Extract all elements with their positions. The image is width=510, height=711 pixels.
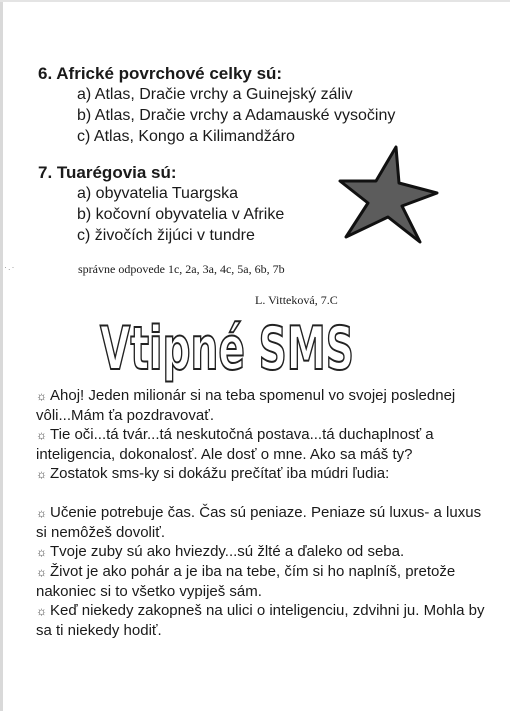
question-6 xyxy=(38,64,395,147)
sms-list xyxy=(36,386,496,640)
sun-icon: ☼ xyxy=(36,604,47,618)
question-6-option-c: c) Atlas, Kongo a Kilimandžáro xyxy=(77,128,295,145)
sms-item xyxy=(36,503,496,542)
sun-icon: ☼ xyxy=(36,565,47,579)
question-7 xyxy=(38,163,284,246)
question-7-options xyxy=(38,183,284,246)
sms-text: Tie oči...tá tvár...tá neskutočná postava...tá duchaplnosť a inteligencia, dokonalosť. Ale dosť o mne. Ako sa máš ty? xyxy=(36,426,434,463)
answers-line: správne odpovede 1c, 2a, 3a, 4c, 5a, 6b, 7b xyxy=(78,262,285,276)
sms-item xyxy=(36,562,496,601)
sms-section-title xyxy=(96,314,358,384)
question-6-option-a: a) Atlas, Dračie vrchy a Guinejský záliv xyxy=(77,86,353,103)
sms-text: Ahoj! Jeden milionár si na teba spomenul vo svojej poslednej vôli...Mám ťa pozdravovať. xyxy=(36,387,456,424)
sms-text: Tvoje zuby sú ako hviezdy...sú žlté a ďaleko od seba. xyxy=(50,543,405,560)
scan-edge-left xyxy=(0,0,3,711)
sun-icon: ☼ xyxy=(36,428,47,442)
star-icon xyxy=(336,143,440,247)
question-7-option-a: a) obyvatelia Tuargska xyxy=(77,185,238,202)
sms-title-text: Vtipné SMS xyxy=(100,314,354,384)
sms-text: Život je ako pohár a je iba na tebe, čím si ho naplníš, pretože nakoniec si to všetko vypiješ sám. xyxy=(36,563,456,600)
sms-item xyxy=(36,386,496,425)
sms-item xyxy=(36,601,496,640)
sms-item xyxy=(36,425,496,464)
sms-text: Učenie potrebuje čas. Čas sú peniaze. Peniaze sú luxus- a luxus si nemôžeš dovoliť. xyxy=(36,504,482,541)
sun-icon: ☼ xyxy=(36,467,47,481)
sms-spacer xyxy=(36,484,496,503)
question-7-option-c: c) živočích žijúci v tundre xyxy=(77,227,255,244)
sms-item xyxy=(36,464,496,484)
scan-noise: ·.· xyxy=(4,262,16,272)
question-6-title: 6. Africké povrchové celky sú: xyxy=(38,64,283,83)
sun-icon: ☼ xyxy=(36,545,47,559)
question-7-title: 7. Tuarégovia sú: xyxy=(38,163,177,182)
question-7-option-b: b) kočovní obyvatelia v Afrike xyxy=(77,206,285,223)
question-6-option-b: b) Atlas, Dračie vrchy a Adamauské vysočiny xyxy=(77,107,396,124)
sms-text: Keď niekedy zakopneš na ulici o inteligenciu, zdvihni ju. Mohla by sa ti niekedy hodiť. xyxy=(36,602,485,639)
sms-text: Zostatok sms-ky si dokážu prečítať iba múdri ľudia: xyxy=(50,465,390,482)
scan-edge-top xyxy=(0,0,510,2)
sun-icon: ☼ xyxy=(36,506,47,520)
sun-icon: ☼ xyxy=(36,389,47,403)
question-6-options xyxy=(38,84,395,147)
author-credit: L. Vitteková, 7.C xyxy=(255,293,338,307)
sms-item xyxy=(36,542,496,562)
